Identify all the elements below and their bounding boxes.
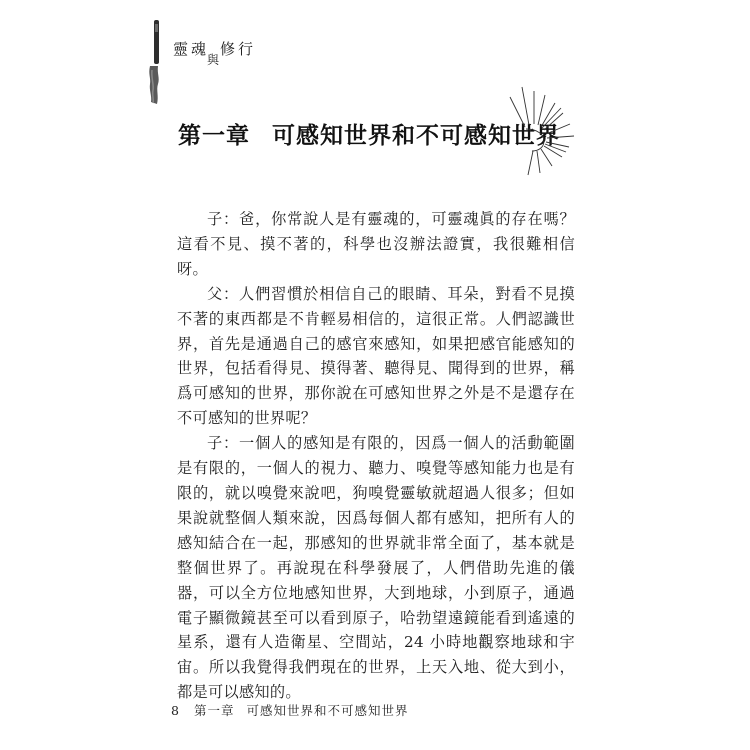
paragraph: 父：人們習慣於相信自己的眼睛、耳朵，對看不見摸不著的東西都是不肯輕易相信的，這很正常。人們認識世界，首先是通過自己的感官來感知，如果把感官能感知的世界，包括看得見、摸得著、聽得見、聞得到的世界，稱爲可感知的世界，那你說在可感知世界之外是不是還存在不可感知的世界呢？ [177,284,575,428]
page-number: 8 [171,703,180,718]
chapter-title-text: 可感知世界和不可感知世界 [272,122,560,149]
sunburst-icon [482,83,582,183]
page-footer [171,701,408,719]
running-head-part1: 靈魂 [173,40,210,58]
running-head-part3: 修行 [220,40,257,58]
paragraph: 子：爸，你常說人是有靈魂的，可靈魂眞的存在嗎？這看不見、摸不著的，科學也沒辦法證實，我很難相信呀。 [177,210,575,278]
running-head-part2: 與 [207,53,223,67]
running-head [173,38,256,68]
standing-figure-icon [142,18,168,106]
chapter-label: 第一章 [178,122,250,149]
body-text [177,207,575,705]
footer-chapter-title: 可感知世界和不可感知世界 [246,703,409,718]
footer-chapter-label: 第一章 [193,703,235,718]
paragraph: 子：一個人的感知是有限的，因爲一個人的活動範圍是有限的，一個人的視力、聽力、嗅覺等感知能力也是有限的，就以嗅覺來說吧，狗嗅覺靈敏就超過人很多；但如果說就整個人類來說，因爲每個人都有感知，把所有人的感知結合在一起，那感知的世界就非常全面了，基本就是整個世界了。再說現在科學發展了，人們借助先進的儀器，可以全方位地感知世界，大到地球，小到原子，通過電子顯微鏡甚至可以看到原子，哈勃望遠鏡能看到遙遠的星系，還有人造衛星、空間站，24 小時地觀察地球和宇宙。所以我覺得我們現在的世界，上天入地、從大到小，都是可以感知的。 [177,434,575,702]
